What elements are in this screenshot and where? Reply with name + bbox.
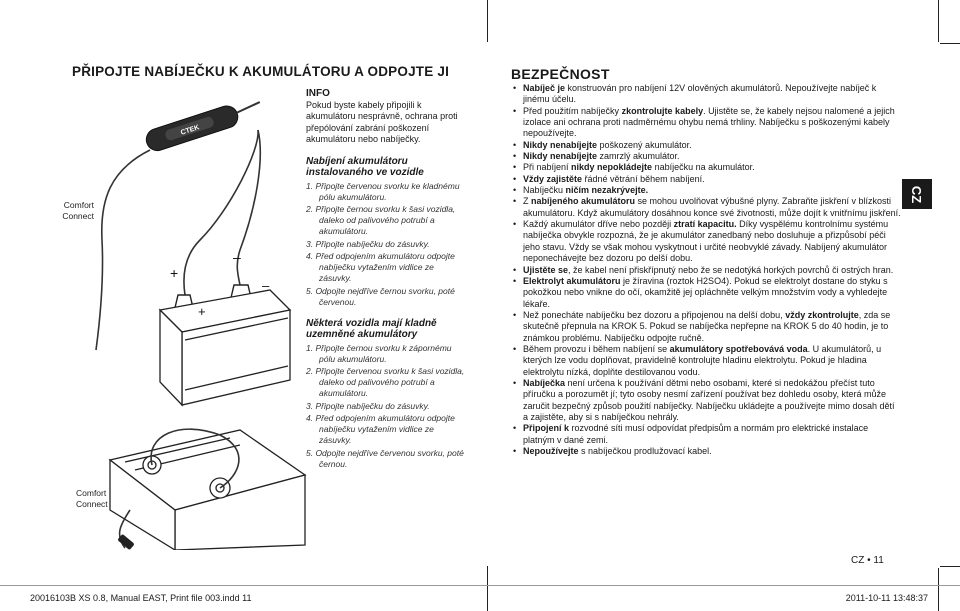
list-item: • Během provozu i během nabíjení se akumulátory spotřebovává voda. U akumulátorů, u kterých lze vodu doplňovat, pravidelně kontrolujte hladinu elektrolytu. Pokud je hladina elektrolytu nízká, doplňte destilovanou vodu. [511,344,901,378]
list-item: 1. Připojte červenou svorku ke kladnému pólu akumulátoru. [306,180,460,202]
list-item: • Nabíječka není určena k používání dětmi nebo osobami, které si nedokážou přečíst tuto příručku a porozumět jí; tyto osoby nesmí zařízení používat bez dohledu osoby, která může zaručit bezpečný způsob použití nabíječky. Nabíječku ukládejte a používejte mimo dosah dětí a zajistěte, aby si s nabíječkou nehrály. [511,378,901,423]
crop-mark-corner-top [938,0,939,42]
safety-title: BEZPEČNOST [511,66,610,82]
list-item: 1. Připojte černou svorku k zápornému pólu akumulátoru. [306,342,452,364]
list-item: • Každý akumulátor dříve nebo později ztratí kapacitu. Díky vyspělému kontrolnímu systému nabíječka obvykle rozpozná, že je akumulátor zanedbaný nebo dosluhuje a přizpůsobí péči jeho stavu. Vždy se však mohou vyskytnout i určité neobvyklé závady. Nabíjený akumulátor neponechávejte bez dozoru po delší dobu. [511,219,901,264]
crop-mark-right-bottom [940,566,960,567]
plus-sign-upper: + [170,265,179,281]
list-item: • Připojení k rozvodné síti musí odpovídat předpisům a normám pro elektrické instalace platným v dané zemi. [511,423,901,446]
footer-rule [0,585,960,586]
list-item: 2. Připojte černou svorku k šasi vozidla, daleko od palivového potrubí a akumulátoru. [306,204,456,236]
language-tab [902,179,932,209]
list-item: 2. Připojte červenou svorku k šasi vozidla, daleko od palivového potrubí a akumulátoru. [306,366,465,398]
steps-positive-ground [306,343,468,470]
crop-mark-right-top [940,43,960,44]
section-title-positive-ground: Některá vozidla mají kladně uzemněné akumulátory [306,317,437,340]
info-text: Pokud byste kabely připojili k akumulátoru nesprávně, ochrana proti přepólování zabrání poškození akumulátoru nebo nabíječky. [306,99,458,144]
plus-sign-battery: + [198,304,206,319]
page-title: PŘIPOJTE NABÍJEČKU K AKUMULÁTORU A ODPOJTE JI [72,64,450,79]
steps-installed [306,181,468,308]
comfort-connect-label-bottom: Comfort Connect [76,488,108,509]
info-heading: INFO [306,88,330,99]
list-item: 3. Připojte nabíječku do zásuvky. [306,400,430,411]
list-item: 5. Odpojte nejdříve černou svorku, poté červenou. [306,285,455,307]
print-file-info: 20016103B XS 0.8, Manual EAST, Print file 003.indd 11 [30,593,252,603]
list-item: 5. Odpojte nejdříve červenou svorku, poté černou. [306,447,464,469]
charger-brand-label: CTEK [180,124,201,137]
list-item: 4. Před odpojením akumulátoru odpojte nabíječku vytažením vidlice ze zásuvky. [306,413,455,445]
crop-mark-top [487,0,488,42]
comfort-connect-label: Comfort Connect [62,200,94,221]
list-item: 3. Připojte nabíječku do zásuvky. [306,238,430,249]
list-item: • Elektrolyt akumulátoru je žíravina (roztok H2SO4). Pokud se elektrolyt dostane do styku s pokožkou nebo vnikne do očí, okamžitě jej opláchněte velkým množstvím vody a vyhledejte lékaře. [511,276,901,310]
print-timestamp: 2011-10-11 13:48:37 [845,593,928,603]
minus-sign-battery: – [262,278,270,293]
list-item: • Ujistěte se, že kabel není přiskřípnutý nebo že se nedotýká horkých povrchů či ostrých hran. [511,265,901,276]
list-item: • Nikdy nenabíjejte zamrzlý akumulátor. [511,151,901,162]
list-item: • Před použitím nabíječky zkontrolujte kabely. Ujistěte se, že kabely nejsou nalomené a jejich izolace ani ochrana proti nadměrnému ohybu nemá trhliny. Nabíječku s poškozenými kabely nepoužívejte. [511,106,901,140]
section-title-installed: Nabíjení akumulátoru instalovaného ve vozidle [306,155,424,178]
list-item: • Nepoužívejte s nabíječkou prodlužovací kabel. [511,446,901,457]
list-item: • Nabíječku ničím nezakrývejte. [511,185,901,196]
safety-section [511,66,901,457]
minus-sign-upper: – [233,249,241,265]
language-tab-label: CZ [909,185,925,203]
list-item: • Z nabíjeného akumulátoru se mohou uvolňovat výbušné plyny. Zabraňte jiskření v blízkosti akumulátoru. Když akumulátory dosáhnou konce své životnosti, může dojít k vnitřnímu jiskření. [511,196,901,219]
crop-mark-corner-bottom [938,568,939,611]
page-number: CZ • 11 [851,555,884,566]
list-item: • Vždy zajistěte řádné větrání během nabíjení. [511,174,901,185]
list-item: • Nabíječ je konstruován pro nabíjení 12V olověných akumulátorů. Nepoužívejte nabíječ k jinému účelu. [511,83,901,106]
list-item: 4. Před odpojením akumulátoru odpojte nabíječku vytažením vidlice ze zásuvky. [306,251,455,283]
safety-list [511,83,901,457]
charger-battery-illustration [90,90,310,550]
list-item: • Než ponecháte nabíječku bez dozoru a připojenou na delší dobu, vždy zkontrolujte, zda se skutečně přepnula na KROK 5. Pokud se nabíječka nepřepne na KROK 5 do 40 hodin, je to známkou problému. Nabíječku odpojte ručně. [511,310,901,344]
info-block [306,88,468,471]
crop-mark-bottom [487,566,488,611]
list-item: • Nikdy nenabíjejte poškozený akumulátor. [511,140,901,151]
list-item: • Při nabíjení nikdy nepokládejte nabíječku na akumulátor. [511,162,901,173]
